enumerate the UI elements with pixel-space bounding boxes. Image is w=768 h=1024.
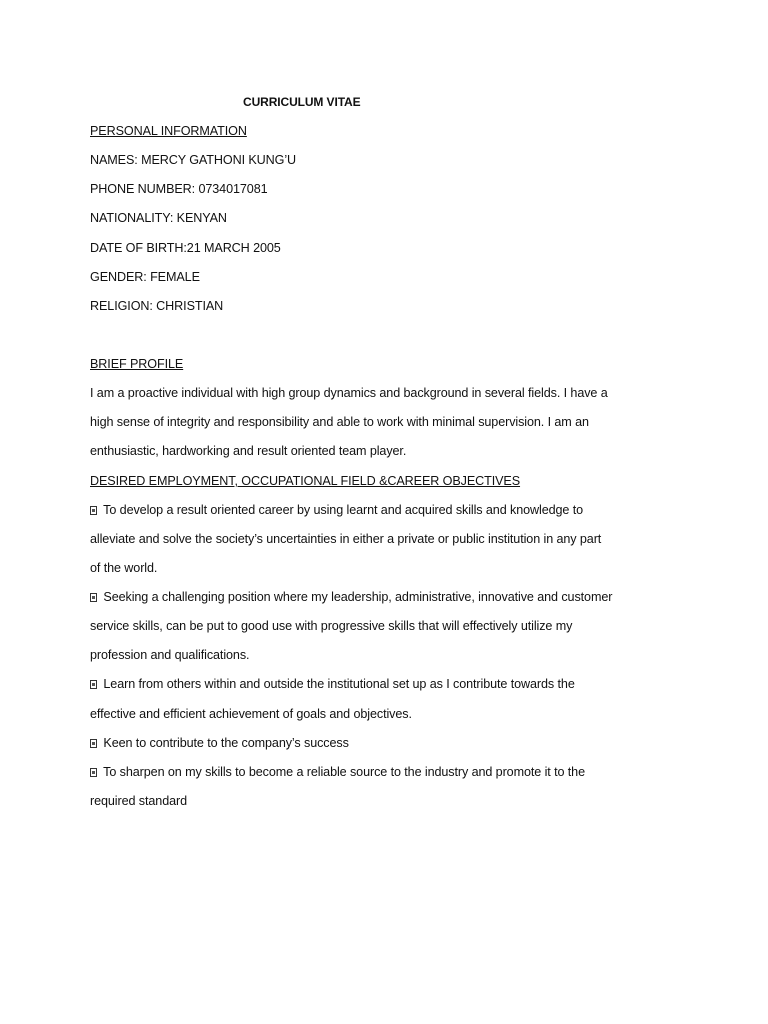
objective-text: To develop a result oriented career by using learnt and acquired skills and knowledge to: [100, 503, 584, 517]
personal-information-heading: PERSONAL INFORMATION: [90, 124, 247, 138]
nationality-line: NATIONALITY: KENYAN: [90, 211, 227, 225]
profile-text-line: I am a proactive individual with high group dynamics and background in several fields. I have a: [90, 386, 608, 400]
objective-bullet-line: [90, 764, 585, 780]
missing-glyph-box-icon: [90, 680, 97, 689]
objective-text-line: service skills, can be put to good use with progressive skills that will effectively utilize my: [90, 619, 573, 633]
objective-text-line: of the world.: [90, 561, 158, 575]
objective-text-line: profession and qualifications.: [90, 648, 250, 662]
objective-text: To sharpen on my skills to become a reliable source to the industry and promote it to the: [100, 765, 585, 779]
objective-text: Seeking a challenging position where my leadership, administrative, innovative and customer: [100, 590, 613, 604]
missing-glyph-box-icon: [90, 768, 97, 777]
names-line: NAMES: MERCY GATHONI KUNG’U: [90, 153, 297, 167]
objective-text: Keen to contribute to the company’s success: [100, 736, 349, 750]
objective-text-line: effective and efficient achievement of goals and objectives.: [90, 707, 412, 721]
objective-bullet-line: [90, 676, 575, 692]
missing-glyph-box-icon: [90, 739, 97, 748]
objective-bullet-line: [90, 735, 349, 751]
objective-text-line: alleviate and solve the society’s uncertainties in either a private or public institution in any part: [90, 532, 602, 546]
career-objectives-heading: DESIRED EMPLOYMENT, OCCUPATIONAL FIELD &CAREER OBJECTIVES: [90, 474, 521, 488]
missing-glyph-box-icon: [90, 593, 97, 602]
gender-line: GENDER: FEMALE: [90, 270, 200, 284]
missing-glyph-box-icon: [90, 506, 97, 515]
phone-line: PHONE NUMBER: 0734017081: [90, 182, 268, 196]
profile-text-line: high sense of integrity and responsibility and able to work with minimal supervision. I am an: [90, 415, 589, 429]
objective-text-line: required standard: [90, 794, 188, 808]
document-title: CURRICULUM VITAE: [243, 95, 361, 109]
objective-bullet-line: [90, 589, 612, 605]
profile-text-line: enthusiastic, hardworking and result oriented team player.: [90, 444, 407, 458]
objective-text: Learn from others within and outside the institutional set up as I contribute towards the: [100, 677, 575, 691]
date-of-birth-line: DATE OF BIRTH:21 MARCH 2005: [90, 241, 281, 255]
brief-profile-heading: BRIEF PROFILE: [90, 357, 184, 371]
objective-bullet-line: [90, 502, 583, 518]
religion-line: RELIGION: CHRISTIAN: [90, 299, 224, 313]
